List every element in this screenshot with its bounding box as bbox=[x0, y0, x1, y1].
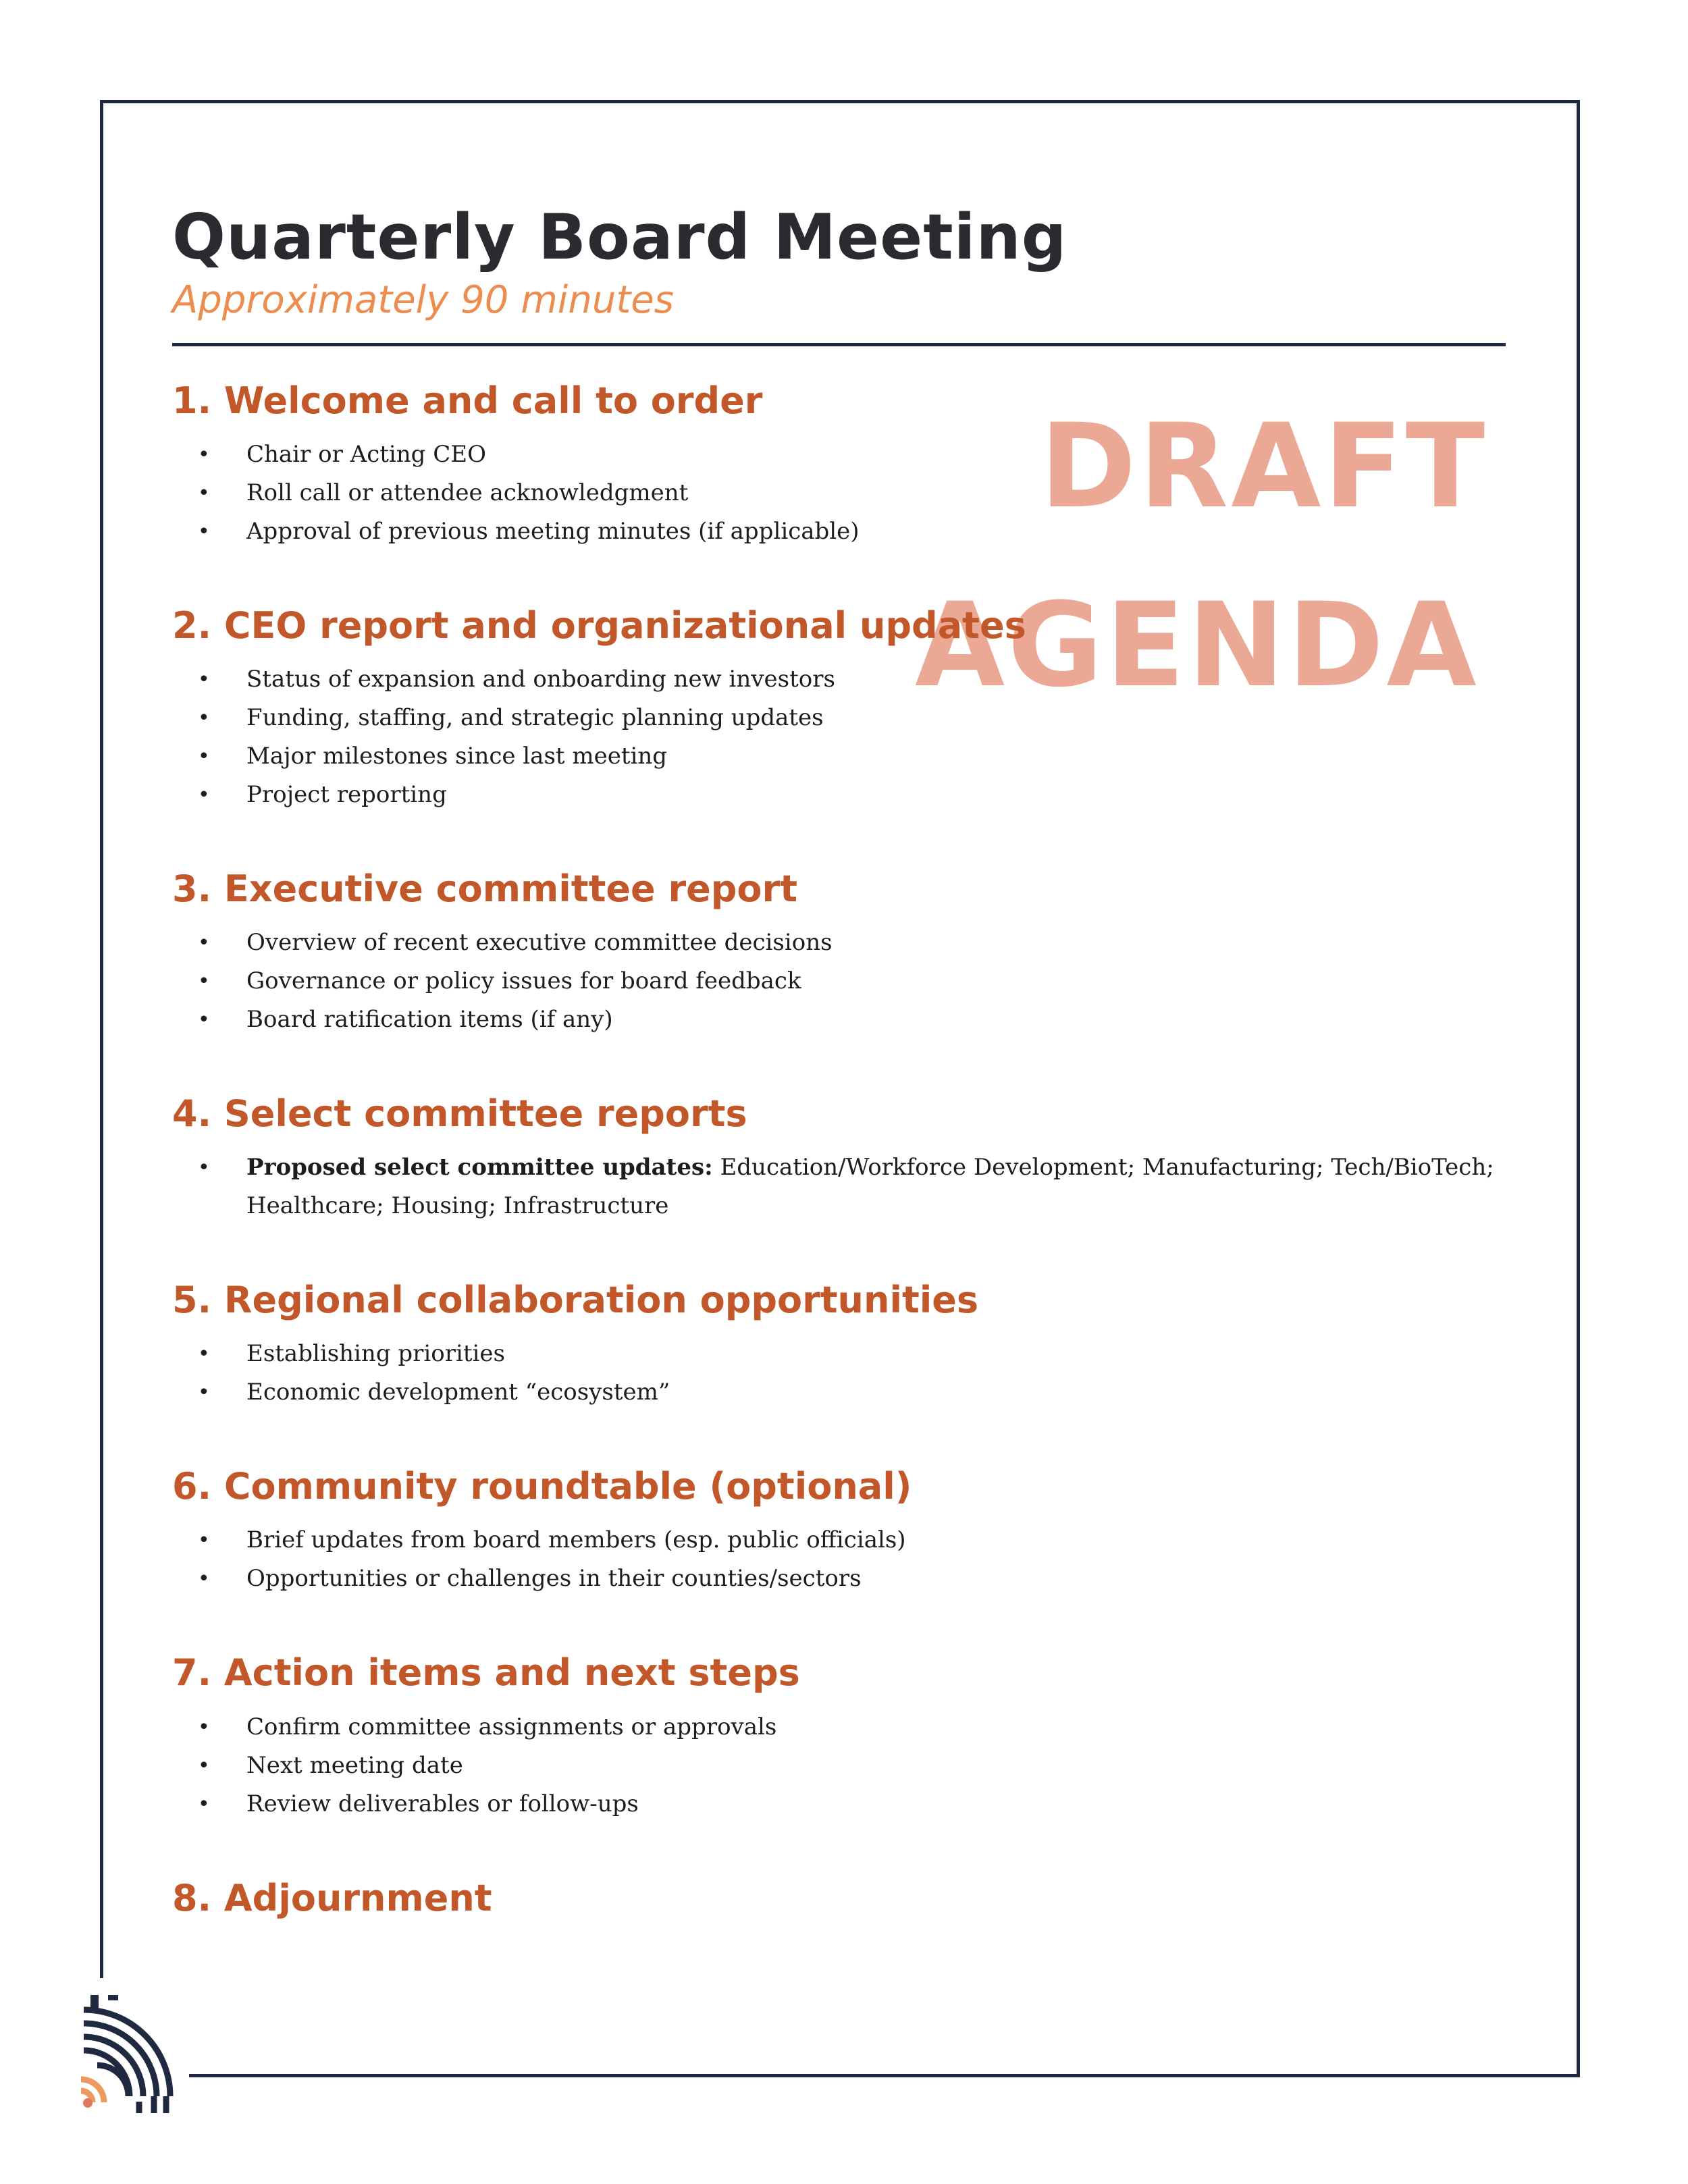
list-item: • Brief updates from board members (esp. public officials) bbox=[172, 1521, 1506, 1560]
item-label: Proposed select committee updates: bbox=[246, 1154, 713, 1181]
list-item: • Establishing priorities bbox=[172, 1335, 1506, 1373]
section-items bbox=[172, 1335, 1506, 1412]
list-item: • Next meeting date bbox=[172, 1747, 1506, 1785]
section-items bbox=[172, 435, 1506, 551]
agenda-section-1 bbox=[172, 380, 1506, 551]
list-item: • Review deliverables or follow-ups bbox=[172, 1785, 1506, 1823]
bullet-icon: • bbox=[198, 969, 210, 994]
item-text: Education/Workforce Development; Manufacturing; Tech/BioTech; Healthcare; Housing; Infrastructure bbox=[246, 1154, 1494, 1220]
bullet-icon: • bbox=[198, 1792, 210, 1816]
bullet-icon: • bbox=[198, 1528, 210, 1553]
list-item: • Economic development “ecosystem” bbox=[172, 1373, 1506, 1412]
section-heading: 2. CEO report and organizational updates bbox=[172, 604, 1026, 647]
agenda-section-7 bbox=[172, 1652, 1506, 1823]
agenda-section-3 bbox=[172, 868, 1506, 1039]
list-item bbox=[172, 1148, 1506, 1225]
bullet-icon: • bbox=[198, 745, 210, 769]
organization-logo-icon bbox=[74, 1995, 176, 2113]
bullet-icon: • bbox=[198, 1567, 210, 1591]
section-items bbox=[172, 1708, 1506, 1823]
agenda-section-4 bbox=[172, 1093, 1506, 1225]
list-item: • Approval of previous meeting minutes (if applicable) bbox=[172, 512, 1506, 551]
section-items bbox=[172, 924, 1506, 1039]
page-subtitle: Approximately 90 minutes bbox=[172, 278, 674, 323]
list-item: • Funding, staffing, and strategic planning updates bbox=[172, 699, 1506, 737]
bullet-icon: • bbox=[198, 706, 210, 730]
list-item: • Chair or Acting CEO bbox=[172, 435, 1506, 474]
draft-watermark-line1: DRAFT bbox=[1040, 398, 1488, 534]
list-item: • Major milestones since last meeting bbox=[172, 737, 1506, 776]
list-item: • Governance or policy issues for board feedback bbox=[172, 962, 1506, 1001]
bullet-icon: • bbox=[198, 1715, 210, 1739]
bullet-icon: • bbox=[198, 481, 210, 505]
bullet-icon: • bbox=[198, 1008, 210, 1032]
section-items bbox=[172, 1521, 1506, 1598]
bullet-icon: • bbox=[198, 519, 210, 543]
bullet-icon: • bbox=[198, 783, 210, 807]
title-divider bbox=[172, 343, 1506, 346]
section-heading: 4. Select committee reports bbox=[172, 1092, 747, 1136]
section-heading: 7. Action items and next steps bbox=[172, 1651, 800, 1695]
section-heading: 8. Adjournment bbox=[172, 1876, 492, 1919]
agenda-content bbox=[172, 203, 1506, 1919]
bullet-icon: • bbox=[198, 931, 210, 955]
bullet-icon: • bbox=[198, 442, 210, 467]
section-heading: 5. Regional collaboration opportunities bbox=[172, 1279, 979, 1322]
bullet-icon: • bbox=[198, 1342, 210, 1366]
list-item: • Overview of recent executive committee decisions bbox=[172, 924, 1506, 962]
agenda-section-2 bbox=[172, 605, 1506, 814]
bullet-icon: • bbox=[198, 1156, 210, 1180]
section-items bbox=[172, 1148, 1506, 1225]
section-heading: 1. Welcome and call to order bbox=[172, 379, 763, 422]
section-heading: 3. Executive committee report bbox=[172, 868, 797, 911]
agenda-section-6 bbox=[172, 1466, 1506, 1598]
list-item: • Roll call or attendee acknowledgment bbox=[172, 474, 1506, 512]
bullet-icon: • bbox=[198, 668, 210, 692]
list-item: • Project reporting bbox=[172, 776, 1506, 814]
bullet-icon: • bbox=[198, 1381, 210, 1405]
section-heading: 6. Community roundtable (optional) bbox=[172, 1465, 912, 1508]
bullet-icon: • bbox=[198, 1753, 210, 1778]
list-item: • Confirm committee assignments or approvals bbox=[172, 1708, 1506, 1747]
section-items bbox=[172, 660, 1506, 814]
agenda-section-5 bbox=[172, 1279, 1506, 1412]
list-item: • Board ratification items (if any) bbox=[172, 1001, 1506, 1039]
agenda-section-8 bbox=[172, 1877, 1506, 1919]
list-item: • Opportunities or challenges in their counties/sectors bbox=[172, 1560, 1506, 1598]
page-title: Quarterly Board Meeting bbox=[172, 201, 1067, 273]
list-item: • Status of expansion and onboarding new investors bbox=[172, 660, 1506, 699]
draft-watermark-line2: AGENDA bbox=[915, 577, 1479, 713]
